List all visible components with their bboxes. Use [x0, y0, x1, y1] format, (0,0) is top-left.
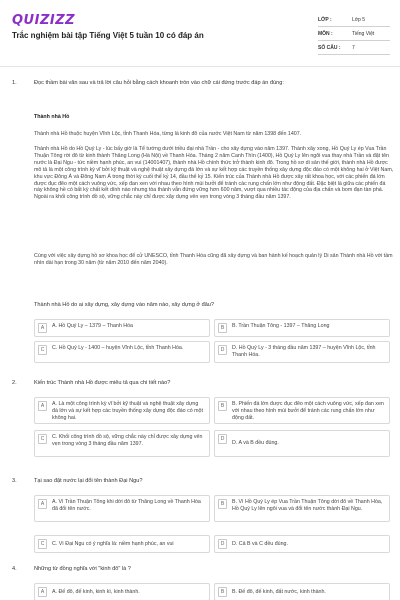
option-text: B. Vì Hồ Quý Ly ép Vua Trần Thuận Tông dời đô về Thanh Hóa, Hồ Quý Ly lên ngôi vua và đổi tên nước thành Đại Ngu.	[232, 499, 383, 512]
option-text: C. Vì Đại Ngu có ý nghĩa là: niềm hạnh phúc, an vui	[52, 541, 174, 547]
q3-option-a[interactable]	[34, 495, 210, 522]
q1-option-c[interactable]	[34, 341, 210, 363]
q2-option-c[interactable]	[34, 430, 210, 457]
quizizz-logo: QUIZIZZ	[12, 13, 76, 28]
meta-subject-value: Tiếng Việt	[352, 31, 375, 37]
option-text: A. Là một công trình kỳ vĩ bởi kỹ thuật và nghệ thuật xây dựng đá lớn và sự kết hợp các truyền thống xây dựng độc đáo có một không hai.	[52, 401, 203, 421]
option-text: A. Vì Trần Thuận Tông khi dời đô từ Thăng Long về Thanh Hóa đã đổi tên nước.	[52, 499, 201, 512]
passage-paragraph-1: Thành nhà Hồ thuộc huyện Vĩnh Lộc, tỉnh Thanh Hóa, từng là kinh đô của nước Việt Nam từ năm 1398 đến 1407.	[34, 131, 302, 137]
option-letter: D	[218, 434, 227, 444]
q3-option-c[interactable]	[34, 535, 210, 553]
meta-class-value: Lớp 5	[352, 17, 366, 23]
passage-paragraph-3: Cùng với việc xây dựng hồ sơ khoa học để cử UNESCO, tỉnh Thanh Hóa cũng đã xây dựng và ban hành kế hoạch quản lý Di sản Thành nhà Hồ với tầm nhìn dài hạn trong 30 năm (từ năm 2010 đến năm 2040).	[34, 253, 393, 266]
question-4-text: Những từ đồng nghĩa với "kinh đô" là ?	[34, 566, 131, 572]
q4-option-b[interactable]	[214, 583, 390, 600]
q1-option-d[interactable]	[214, 341, 390, 363]
question-1-instruction: Đọc thầm bài văn sau và trả lời câu hỏi bằng cách khoanh tròn vào chữ cái đứng trước đáp án đúng:	[34, 80, 284, 86]
option-letter: D	[218, 539, 227, 549]
option-text: D. Hồ Quý Ly - 3 tháng đầu năm 1397 – huyện Vĩnh Lộc, tỉnh Thanh Hóa.	[232, 345, 376, 358]
question-3-text: Tại sao đặt nước lại đổi tên thành Đại Ngu?	[34, 478, 143, 484]
question-4-number: 4.	[12, 566, 17, 572]
option-letter: A	[38, 401, 47, 411]
option-text: D. Cả B và C đều đúng.	[232, 541, 288, 547]
worksheet-title: Trắc nghiệm bài tập Tiếng Việt 5 tuần 10 có đáp án	[12, 31, 204, 40]
option-letter: C	[38, 345, 47, 355]
meta-subject-key: MÔN :	[318, 31, 333, 37]
q2-option-d[interactable]	[214, 430, 390, 457]
worksheet-header	[0, 0, 400, 62]
question-1-text: Thành nhà Hồ do ai xây dựng, xây dựng vào năm nào, xây dựng ở đâu?	[34, 302, 215, 308]
option-letter: C	[38, 434, 47, 444]
meta-divider	[318, 26, 390, 27]
question-2-number: 2.	[12, 380, 17, 386]
option-letter: B	[218, 499, 227, 509]
option-letter: A	[38, 499, 47, 509]
meta-divider	[318, 54, 390, 55]
question-3-number: 3.	[12, 478, 17, 484]
option-letter: B	[218, 587, 227, 597]
meta-count	[318, 45, 355, 51]
option-letter: D	[218, 345, 227, 355]
option-letter: C	[38, 539, 47, 549]
meta-divider	[318, 40, 390, 41]
meta-subject	[318, 31, 374, 37]
meta-class-key: LỚP :	[318, 17, 332, 23]
option-letter: B	[218, 401, 227, 411]
q1-option-a[interactable]	[34, 319, 210, 337]
meta-count-key: SỐ CÂU :	[318, 45, 341, 51]
option-text: B. Phiến đá lớn được đục đẽo một cách vuông vức, xếp đan xen với nhau theo hình múi bưởi để tránh các rung chấn lớn như động đất.	[232, 401, 384, 421]
meta-count-value: 7	[352, 45, 355, 51]
meta-class	[318, 17, 365, 23]
question-1-number: 1.	[12, 80, 17, 86]
option-text: C. Khối công trình đồ sộ, vững chắc này chỉ được xây dựng vẻn vẹn trong vòng 3 tháng đầu năm 1397.	[52, 434, 203, 447]
passage-paragraph-2: Thành nhà Hồ do Hồ Quý Ly - lúc bấy giờ là Tể tướng dưới triều đại nhà Trần - cho xây dựng vào năm 1397. Thành xây xong, Hồ Quý Ly ép Vua Trần Thuận Tông rời đô từ kinh thành Thăng Long (Hà Nội) về Thanh Hóa. Tháng 2 năm Canh Thìn (1400), Hồ Quý Ly lên ngôi vua thay nhà Trần và đặt tên nước là Đại Ngu - tức niềm hạnh phúc, an vui (14001407), thành nhà Hồ chính thức trở thành kinh đô. Trong hồ sơ di sản thế giới, thành nhà Hồ được mô tả là một công trình kỳ vĩ bởi kỹ thuật và nghệ thuật xây dựng đá lớn và sự kết hợp các truyền thống xây dựng độc đáo có một không hai ở Việt Nam, khu vực Đông Á và Đông Nam Á trong thời kỳ cuối thế kỷ 14, đầu thế kỷ 15. Kiến trúc của Thành nhà Hồ được xây rất khoa học, với các phiến đá lớn được đục đẽo một cách vuông vức, xếp đan xen với nhau theo hình múi bưởi để tránh các rung chấn lớn như động đất. Đặc biệt là giữa các phiến đá này không hề có bất kỳ chất kết dính nào nhưng tòa thành vẫn đứng vững hơn 600 năm, vượt qua nhiều tác động của địa chấn và bom đạn tàn phá. Ngoài ra khối công trình đồ sộ, vững chắc này chỉ được xây dựng vẻn vẹn trong vòng 3 tháng đầu năm 1397.	[34, 146, 394, 201]
option-letter: A	[38, 587, 47, 597]
option-letter: A	[38, 323, 47, 333]
option-text: A. Đế đô, đế kinh, kinh kì, kinh thành.	[52, 589, 140, 595]
option-text: B. Đế đô, đế kinh, đất nước, kinh thành.	[232, 589, 326, 595]
q4-option-a[interactable]	[34, 583, 210, 600]
question-2-text: Kiến trúc Thành nhà Hồ được miêu tả qua chi tiết nào?	[34, 380, 171, 386]
q3-option-b[interactable]	[214, 495, 390, 522]
q3-option-d[interactable]	[214, 535, 390, 553]
q2-option-a[interactable]	[34, 397, 210, 424]
option-text: D. A và B đều đúng.	[232, 440, 279, 446]
option-text: C. Hồ Quý Ly - 1400 – huyện Vĩnh Lộc, tỉnh Thanh Hóa.	[52, 345, 184, 351]
passage-title: Thành nhà Hồ	[34, 114, 70, 120]
q2-option-b[interactable]	[214, 397, 390, 424]
option-text: B. Trần Thuận Tông - 1397 – Thăng Long	[232, 323, 330, 329]
option-letter: B	[218, 323, 227, 333]
header-divider	[0, 66, 400, 67]
option-text: A. Hồ Quý Ly – 1379 – Thanh Hóa	[52, 323, 133, 329]
q1-option-b[interactable]	[214, 319, 390, 337]
